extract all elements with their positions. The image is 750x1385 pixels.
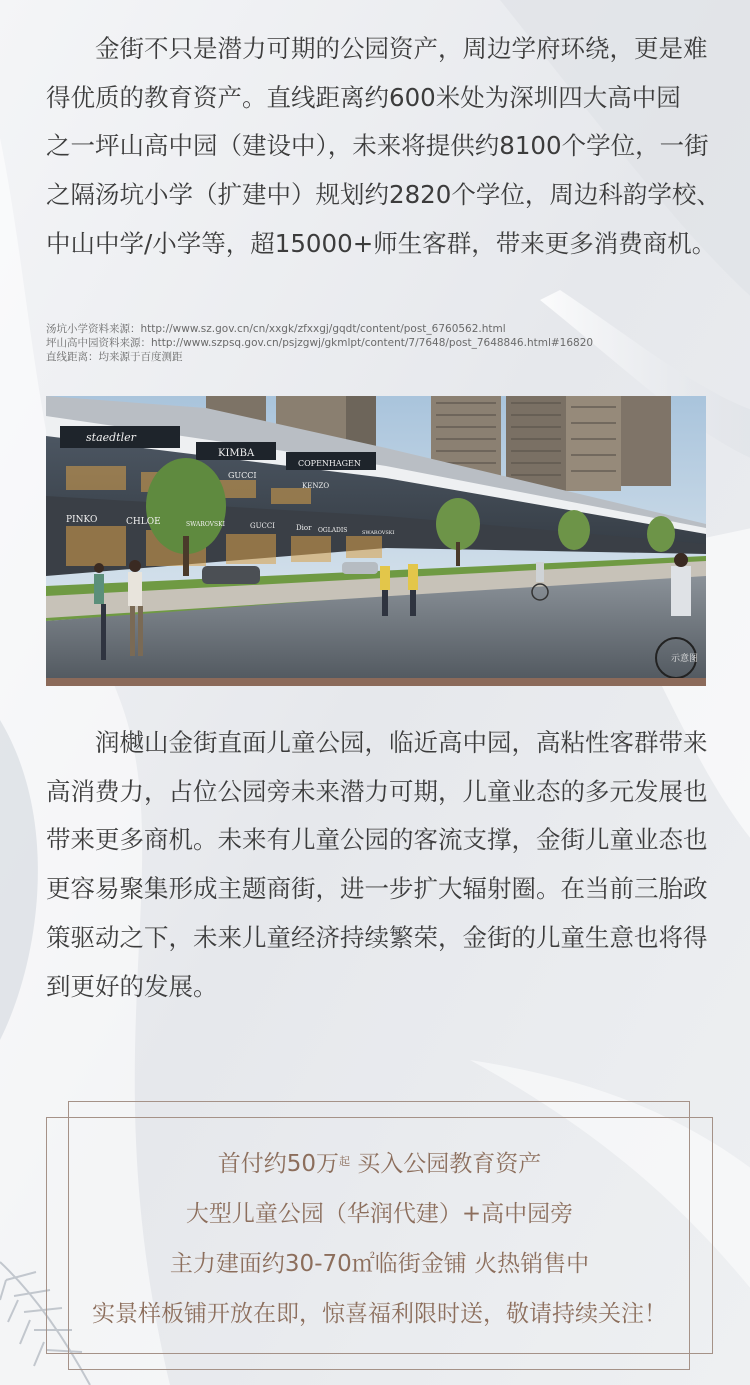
illustrative-caption: 示意图	[670, 654, 698, 664]
image-bottom-bar	[46, 678, 706, 686]
park-line: 润樾山金街直面儿童公园，临近高中园，高粘性客群带来	[46, 728, 708, 757]
promo-line-park: 大型儿童公园（华润代建）+高中园旁	[185, 1201, 574, 1227]
shop-sign: GUCCI	[250, 522, 275, 530]
street-rendering-image	[46, 396, 706, 686]
promo-asset-text: 买入公园教育资产	[357, 1151, 542, 1177]
promo-qi-superscript: 起	[338, 1155, 350, 1168]
shop-sign: Dior	[296, 524, 312, 532]
shop-sign: GUCCI	[228, 471, 257, 480]
park-line: 到更好的发展。	[46, 971, 218, 1001]
intro-line: 之隔汤坑小学（扩建中）规划约2820个学位，周边科韵学校、	[46, 180, 721, 210]
source-note: 坪山高中园资料来源：http://www.szpsq.gov.cn/psjzgwj/gkmlpt/content/7/7648/post_7648846.html#16820	[46, 337, 594, 349]
park-paragraph	[46, 719, 706, 1011]
promo-line-shops: 主力建面约30-70㎡临街金铺 火热销售中	[169, 1251, 590, 1277]
promo-lines	[46, 1141, 713, 1341]
intro-paragraph	[46, 25, 721, 269]
shop-sign: KIMBA	[218, 448, 255, 459]
intro-line: 金街不只是潜力可期的公园资产，周边学府环绕，更是难	[46, 34, 708, 63]
promo-box	[46, 1101, 713, 1370]
promo-line-down-payment	[46, 1141, 713, 1191]
intro-line: 之一坪山高中园（建设中），未来将提供约8100个学位，一街	[46, 131, 709, 161]
source-notes	[46, 322, 593, 364]
shop-sign: PINKO	[66, 515, 98, 525]
intro-line: 中山中学/小学等，超15000+师生客群，带来更多消费商机。	[46, 228, 717, 258]
park-line: 策驱动之下，未来儿童经济持续繁荣，金街的儿童生意也将得	[46, 922, 708, 952]
promo-down-payment-text: 首付约50万	[217, 1151, 339, 1177]
shop-sign: staedtler	[86, 431, 136, 444]
shop-sign: SWAROVSKI	[362, 530, 395, 536]
street-scene-illustration	[46, 396, 706, 686]
intro-line: 得优质的教育资产。直线距离约600米处为深圳四大高中园	[46, 82, 681, 112]
shop-sign: OGLADIS	[318, 527, 348, 534]
park-line: 更容易聚集形成主题商街，进一步扩大辐射圈。在当前三胎政	[46, 874, 708, 904]
shop-sign: COPENHAGEN	[298, 459, 361, 468]
park-line: 高消费力，占位公园旁未来潜力可期，儿童业态的多元发展也	[46, 776, 708, 806]
park-line: 带来更多商机。未来有儿童公园的客流支撑，金街儿童业态也	[46, 825, 708, 855]
source-note: 汤坑小学资料来源：http://www.sz.gov.cn/cn/xxgk/zfxxgj/gqdt/content/post_6760562.html	[46, 323, 506, 335]
shop-sign: SWAROVSKI	[186, 521, 225, 528]
source-note: 直线距离：均来源于百度测距	[46, 351, 183, 363]
promo-line-showroom: 实景样板铺开放在即，惊喜福利限时送，敬请持续关注！	[92, 1301, 667, 1327]
shop-sign: CHLOE	[126, 517, 161, 527]
shop-sign: KENZO	[302, 482, 330, 490]
